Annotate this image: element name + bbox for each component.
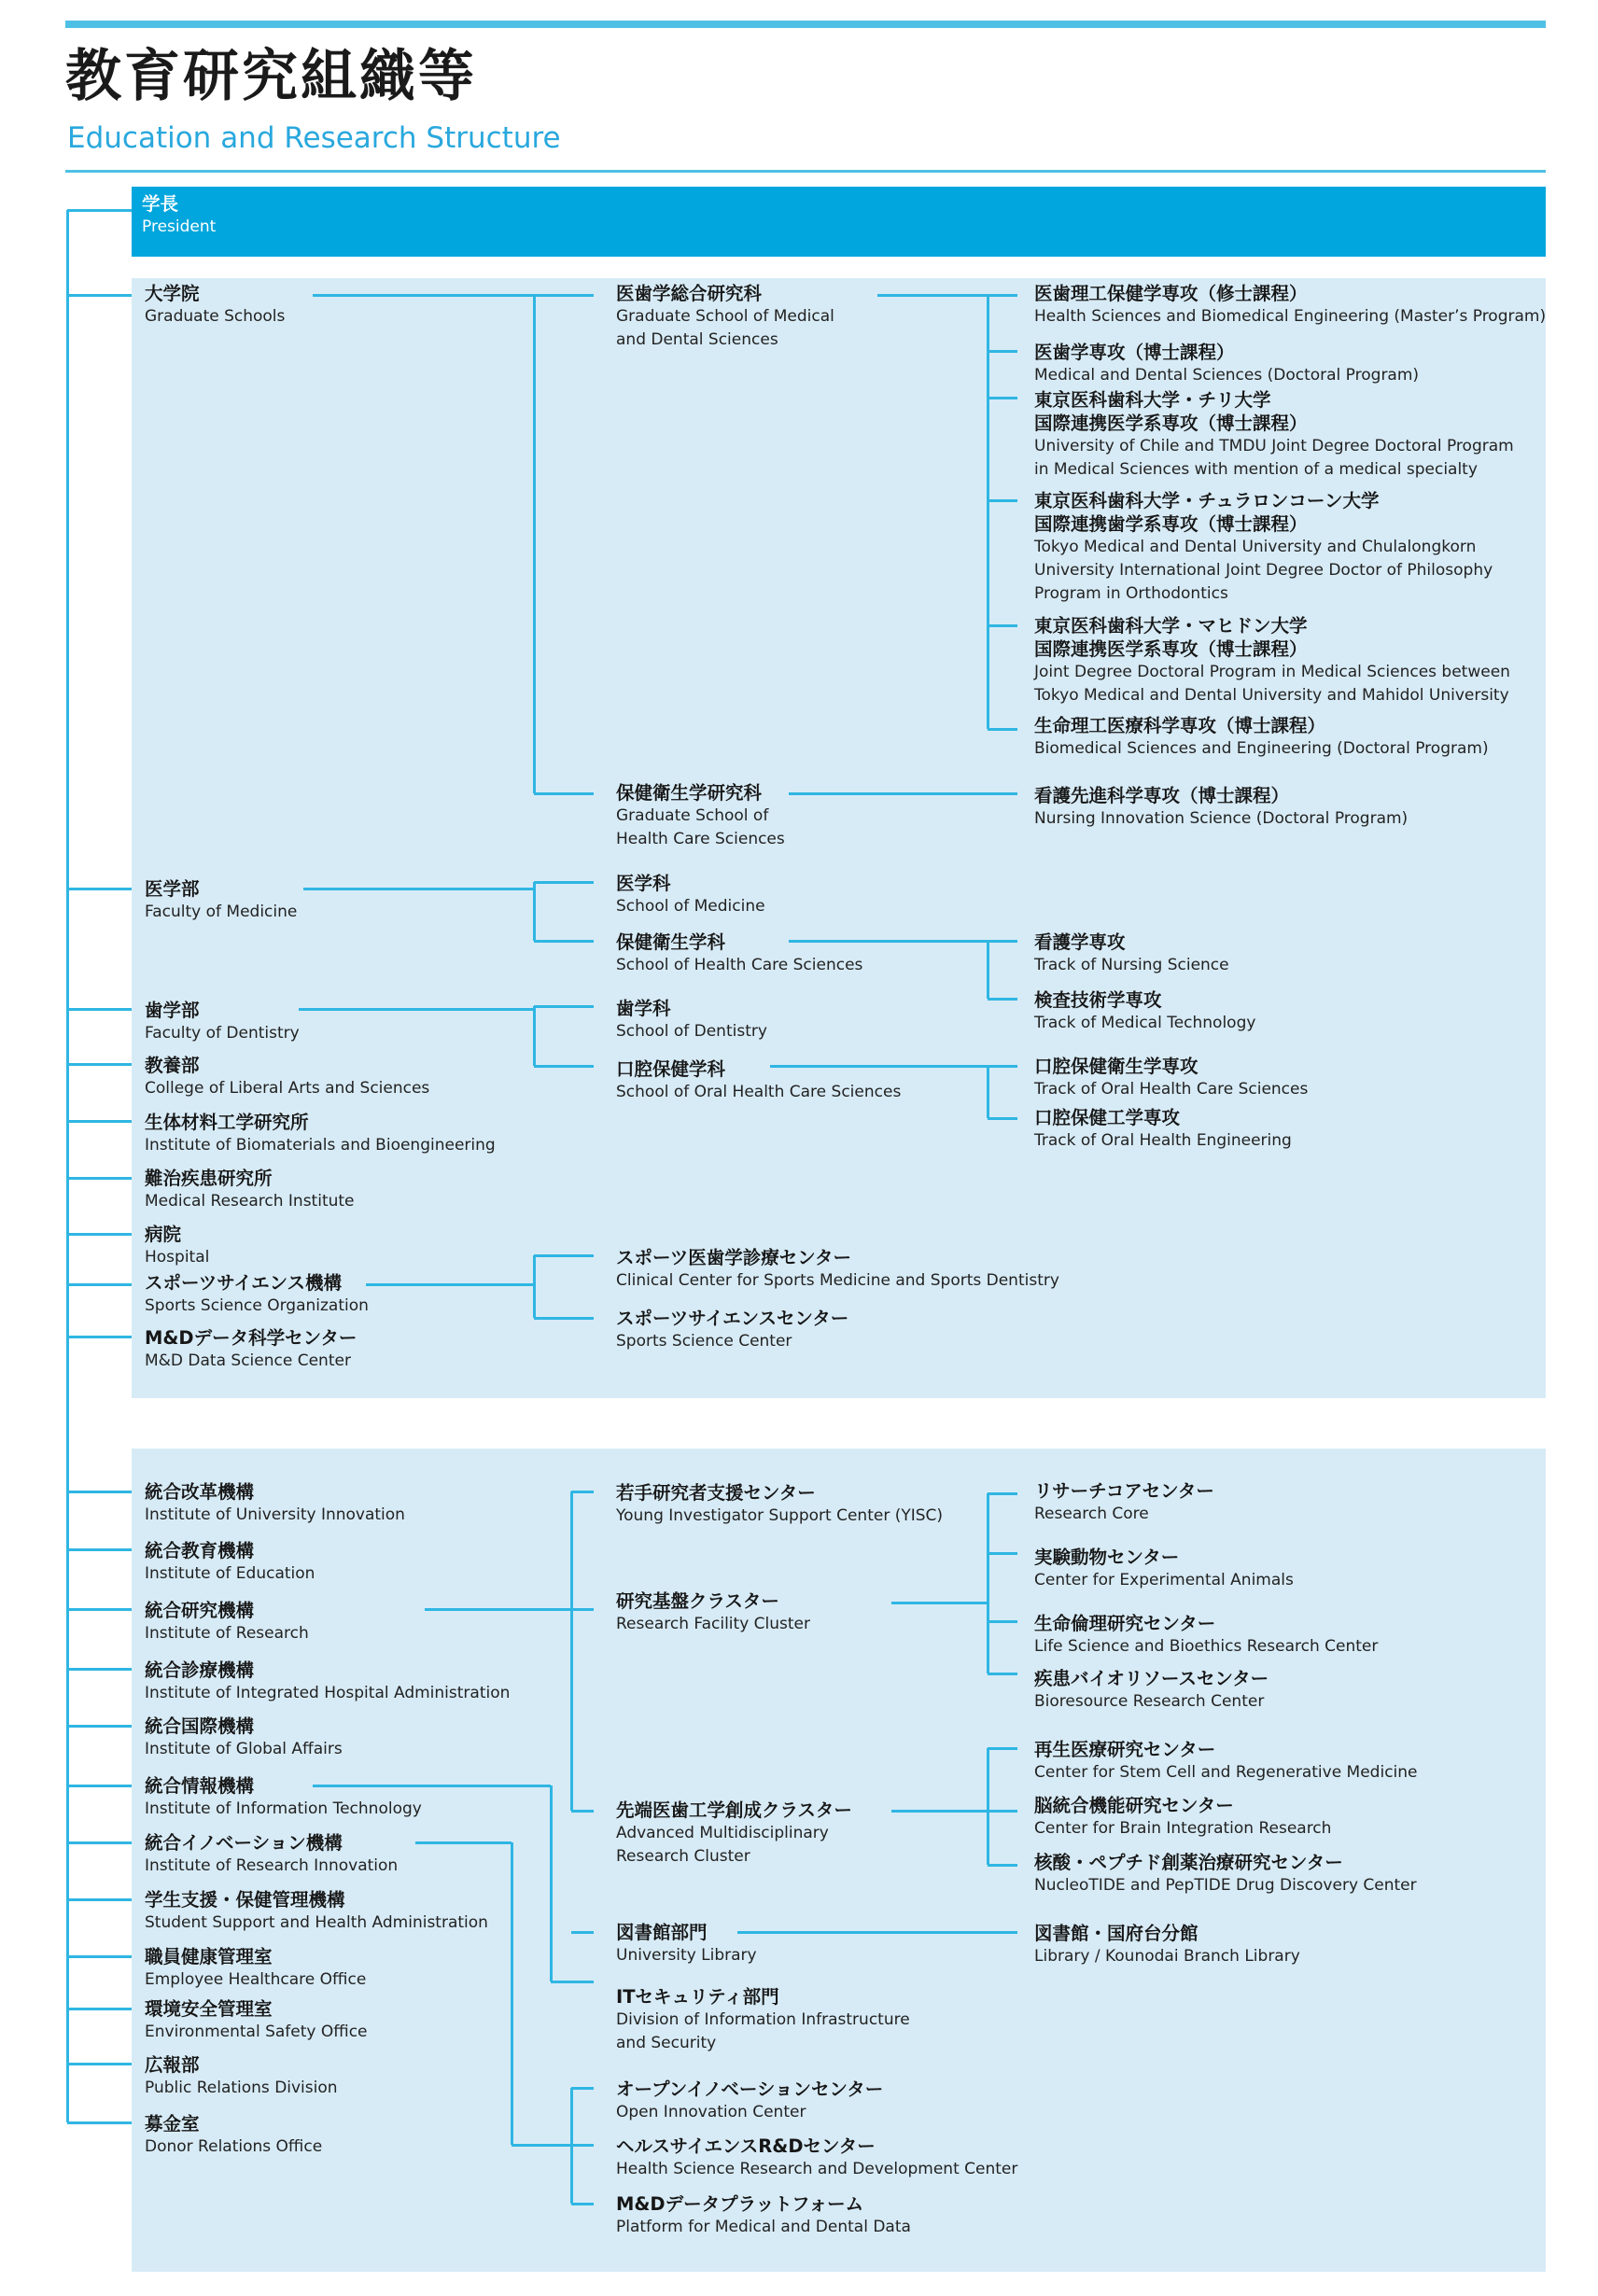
unit-left-14 (145, 1774, 422, 1821)
unit-mid-0-en-1: and Dental Sciences (616, 330, 778, 349)
unit-left-8-ja: M&Dデータ科学センター (145, 1327, 357, 1349)
unit-right-0-en: Health Sciences and Biomedical Engineering (Master’s Program) (1034, 307, 1547, 326)
unit-mid-15 (616, 2192, 911, 2239)
unit-left-19-ja: 広報部 (145, 2054, 200, 2076)
unit-left-13-en: Institute of Global Affairs (145, 1740, 343, 1758)
unit-left-12-ja: 統合診療機構 (145, 1659, 255, 1681)
unit-right-13 (1034, 1612, 1378, 1659)
unit-mid-1-en: Graduate School of (616, 806, 769, 825)
unit-mid-3-en: School of Health Care Sciences (616, 956, 863, 974)
unit-right-6-en: Nursing Innovation Science (Doctoral Program) (1034, 809, 1409, 828)
unit-right-5-ja: 生命理工医療科学専攻（博士課程） (1034, 715, 1326, 736)
unit-left-16-ja: 学生支援・保健管理機構 (145, 1889, 345, 1911)
unit-right-0-ja: 医歯理工保健学専攻（修士課程） (1034, 283, 1308, 304)
unit-right-0 (1034, 282, 1546, 329)
unit-right-8-ja: 検査技術学専攻 (1034, 989, 1162, 1011)
unit-right-16-ja: 脳統合機能研究センター (1034, 1795, 1234, 1816)
unit-right-3-en: Tokyo Medical and Dental University and Chulalongkorn (1034, 538, 1477, 556)
unit-left-1-ja: 医学部 (145, 878, 200, 900)
unit-mid-12 (616, 1985, 910, 2055)
unit-right-11-en: Research Core (1034, 1505, 1149, 1523)
unit-mid-11-ja: 図書館部門 (616, 1922, 708, 1943)
unit-right-17-ja: 核酸・ペプチド創薬治療研究センター (1034, 1852, 1343, 1873)
unit-mid-7-ja: スポーツサイエンスセンター (616, 1308, 849, 1329)
unit-left-3 (145, 1054, 429, 1100)
unit-mid-6-en: Clinical Center for Sports Medicine and Sports Dentistry (616, 1271, 1059, 1290)
unit-right-14 (1034, 1667, 1269, 1714)
unit-left-0 (145, 282, 285, 329)
unit-left-18 (145, 1997, 368, 2044)
unit-mid-9 (616, 1589, 810, 1636)
unit-right-4 (1034, 614, 1510, 707)
unit-right-10-ja: 口腔保健工学専攻 (1034, 1107, 1181, 1128)
unit-mid-5-en: School of Oral Health Care Sciences (616, 1083, 902, 1101)
unit-left-9-ja: 統合改革機構 (145, 1481, 255, 1503)
unit-mid-0-ja: 医歯学総合研究科 (616, 283, 763, 304)
unit-mid-12-ja: ITセキュリティ部門 (616, 1986, 779, 2008)
unit-mid-11-en: University Library (616, 1946, 757, 1965)
unit-mid-4-ja: 歯学科 (616, 998, 671, 1019)
unit-mid-1-ja: 保健衛生学研究科 (616, 782, 763, 804)
unit-left-17-ja: 職員健康管理室 (145, 1946, 273, 1967)
unit-left-18-en: Environmental Safety Office (145, 2023, 368, 2041)
unit-right-8-en: Track of Medical Technology (1034, 1014, 1256, 1032)
unit-mid-7-en: Sports Science Center (616, 1332, 792, 1351)
unit-left-12-en: Institute of Integrated Hospital Administration (145, 1684, 511, 1702)
unit-right-15-en: Center for Stem Cell and Regenerative Medicine (1034, 1763, 1418, 1782)
unit-right-4-en: Joint Degree Doctoral Program in Medical Sciences between (1034, 663, 1510, 681)
unit-mid-6-ja: スポーツ医歯学診療センター (616, 1247, 851, 1268)
unit-mid-10 (616, 1799, 852, 1869)
unit-right-7 (1034, 931, 1229, 977)
page-subtitle: Education and Research Structure (67, 121, 561, 155)
unit-mid-13-en: Open Innovation Center (616, 2103, 806, 2121)
unit-right-8 (1034, 988, 1255, 1035)
unit-left-15 (145, 1831, 398, 1878)
unit-left-10-ja: 統合教育機構 (145, 1540, 255, 1561)
unit-right-15 (1034, 1738, 1418, 1785)
unit-mid-4 (616, 997, 767, 1043)
unit-right-2-en: University of Chile and TMDU Joint Degree Doctoral Program (1034, 437, 1514, 455)
unit-left-3-ja: 教養部 (145, 1055, 200, 1076)
unit-right-9-en: Track of Oral Health Care Sciences (1034, 1080, 1309, 1099)
unit-mid-10-ja: 先端医歯工学創成クラスター (616, 1799, 852, 1821)
unit-right-10 (1034, 1106, 1292, 1153)
unit-mid-15-ja: M&Dデータプラットフォーム (616, 2193, 864, 2215)
unit-left-15-ja: 統合イノベーション機構 (145, 1832, 343, 1854)
unit-left-7-en: Sports Science Organization (145, 1296, 369, 1315)
unit-left-10-en: Institute of Education (145, 1564, 315, 1583)
unit-left-10 (145, 1539, 315, 1586)
unit-mid-14-en: Health Science Research and Development Center (616, 2160, 1018, 2178)
unit-left-17-en: Employee Healthcare Office (145, 1970, 367, 1989)
unit-left-15-en: Institute of Research Innovation (145, 1856, 399, 1875)
unit-mid-3 (616, 931, 862, 977)
unit-left-9-en: Institute of University Innovation (145, 1505, 405, 1524)
unit-left-18-ja: 環境安全管理室 (145, 1998, 273, 2020)
unit-right-6-ja: 看護先進科学専攻（博士課程） (1034, 785, 1290, 806)
unit-mid-11 (616, 1921, 757, 1967)
unit-left-5-en: Medical Research Institute (145, 1192, 355, 1211)
unit-right-18 (1034, 1922, 1300, 1968)
unit-mid-2-en: School of Medicine (616, 897, 765, 916)
unit-left-16-en: Student Support and Health Administration (145, 1913, 488, 1932)
unit-right-3-ja: 東京医科歯科大学・チュラロンコーン大学 (1034, 490, 1380, 511)
unit-left-20-ja: 募金室 (145, 2113, 200, 2135)
unit-left-17 (145, 1945, 366, 1992)
unit-mid-0 (616, 282, 834, 352)
unit-mid-7 (616, 1307, 848, 1353)
unit-right-2 (1034, 388, 1514, 482)
unit-left-0-ja: 大学院 (145, 283, 200, 304)
unit-mid-8 (616, 1481, 943, 1528)
unit-left-19 (145, 2053, 338, 2100)
unit-right-9 (1034, 1055, 1308, 1101)
unit-right-13-ja: 生命倫理研究センター (1034, 1613, 1216, 1634)
unit-mid-10-en: Advanced Multidisciplinary (616, 1824, 829, 1842)
unit-right-9-ja: 口腔保健衛生学専攻 (1034, 1056, 1198, 1077)
unit-left-11-ja: 統合研究機構 (145, 1600, 255, 1621)
unit-left-6-en: Hospital (145, 1248, 210, 1267)
unit-left-0-en: Graduate Schools (145, 307, 286, 326)
unit-left-20 (145, 2112, 322, 2159)
unit-right-7-ja: 看護学専攻 (1034, 931, 1126, 953)
unit-mid-14 (616, 2135, 1017, 2181)
president-label-ja: 学長 (142, 193, 179, 215)
unit-right-2-ja-1: 国際連携医学系専攻（博士課程） (1034, 413, 1308, 434)
unit-mid-14-ja: ヘルスサイエンスR&Dセンター (616, 2135, 876, 2157)
unit-right-3-ja-1: 国際連携歯学系専攻（博士課程） (1034, 513, 1308, 535)
unit-right-1-en: Medical and Dental Sciences (Doctoral Program) (1034, 366, 1420, 385)
unit-mid-10-en-1: Research Cluster (616, 1847, 750, 1866)
unit-mid-1 (616, 781, 785, 851)
unit-right-11 (1034, 1479, 1214, 1526)
unit-right-16-en: Center for Brain Integration Research (1034, 1819, 1332, 1838)
unit-left-5 (145, 1167, 355, 1213)
unit-right-12-en: Center for Experimental Animals (1034, 1571, 1294, 1589)
unit-left-5-ja: 難治疾患研究所 (145, 1168, 273, 1189)
unit-right-2-en-1: in Medical Sciences with mention of a medical specialty (1034, 460, 1478, 479)
unit-left-8-en: M&D Data Science Center (145, 1351, 351, 1370)
unit-left-14-en: Institute of Information Technology (145, 1799, 422, 1818)
unit-right-12 (1034, 1546, 1294, 1592)
unit-right-14-en: Bioresource Research Center (1034, 1692, 1265, 1711)
unit-right-3-en-1: University International Joint Degree Doctor of Philosophy (1034, 561, 1493, 580)
unit-left-16 (145, 1888, 488, 1935)
unit-right-13-en: Life Science and Bioethics Research Center (1034, 1637, 1379, 1656)
unit-mid-9-en: Research Facility Cluster (616, 1615, 811, 1633)
unit-right-14-ja: 疾患バイオリソースセンター (1034, 1668, 1269, 1689)
unit-right-7-en: Track of Nursing Science (1034, 956, 1229, 974)
unit-mid-3-ja: 保健衛生学科 (616, 931, 726, 953)
unit-right-4-ja-1: 国際連携医学系専攻（博士課程） (1034, 638, 1308, 660)
unit-right-4-en-1: Tokyo Medical and Dental University and Mahidol University (1034, 686, 1509, 705)
unit-right-1 (1034, 341, 1419, 387)
unit-left-7 (145, 1271, 369, 1318)
unit-left-1-en: Faculty of Medicine (145, 903, 298, 921)
unit-right-10-en: Track of Oral Health Engineering (1034, 1131, 1292, 1150)
unit-mid-8-en: Young Investigator Support Center (YISC) (616, 1506, 944, 1525)
president-label-en: President (142, 217, 217, 236)
unit-left-11 (145, 1599, 309, 1645)
unit-right-11-ja: リサーチコアセンター (1034, 1480, 1214, 1502)
unit-mid-5 (616, 1057, 901, 1104)
unit-left-6 (145, 1223, 209, 1269)
unit-right-15-ja: 再生医療研究センター (1034, 1739, 1216, 1760)
unit-right-6 (1034, 784, 1408, 831)
unit-mid-12-en: Division of Information Infrastructure (616, 2010, 910, 2029)
unit-left-13 (145, 1715, 343, 1761)
page-title: 教育研究組織等 (65, 44, 477, 109)
unit-right-5-en: Biomedical Sciences and Engineering (Doctoral Program) (1034, 739, 1489, 758)
unit-left-1 (145, 877, 297, 924)
unit-left-12 (145, 1659, 510, 1705)
unit-left-20-en: Donor Relations Office (145, 2137, 323, 2156)
unit-left-13-ja: 統合国際機構 (145, 1715, 255, 1737)
unit-mid-4-en: School of Dentistry (616, 1022, 767, 1041)
unit-right-1-ja: 医歯学専攻（博士課程） (1034, 342, 1235, 363)
unit-left-2-en: Faculty of Dentistry (145, 1024, 300, 1043)
unit-right-5 (1034, 714, 1489, 761)
unit-mid-15-en: Platform for Medical and Dental Data (616, 2218, 911, 2236)
unit-left-2-ja: 歯学部 (145, 1000, 200, 1021)
unit-mid-2 (616, 872, 765, 918)
unit-right-18-ja: 図書館・国府台分館 (1034, 1923, 1198, 1944)
unit-left-19-en: Public Relations Division (145, 2079, 338, 2097)
unit-left-11-en: Institute of Research (145, 1624, 309, 1643)
unit-left-3-en: College of Liberal Arts and Sciences (145, 1079, 430, 1098)
unit-mid-9-ja: 研究基盤クラスター (616, 1590, 779, 1612)
president-label (142, 192, 216, 239)
unit-left-2 (145, 999, 300, 1045)
unit-right-3 (1034, 489, 1493, 606)
unit-right-17 (1034, 1851, 1417, 1897)
unit-right-16 (1034, 1794, 1331, 1841)
unit-mid-13 (616, 2078, 883, 2124)
unit-left-4-en: Institute of Biomaterials and Bioengineering (145, 1136, 496, 1155)
unit-left-8 (145, 1326, 357, 1373)
unit-left-4 (145, 1111, 496, 1157)
unit-mid-0-en: Graduate School of Medical (616, 307, 834, 326)
unit-mid-8-ja: 若手研究者支援センター (616, 1482, 816, 1504)
unit-mid-13-ja: オープンイノベーションセンター (616, 2079, 884, 2100)
unit-left-14-ja: 統合情報機構 (145, 1775, 255, 1797)
unit-right-3-en-2: Program in Orthodontics (1034, 584, 1228, 603)
unit-left-6-ja: 病院 (145, 1224, 182, 1245)
unit-mid-5-ja: 口腔保健学科 (616, 1058, 726, 1080)
unit-left-7-ja: スポーツサイエンス機構 (145, 1272, 342, 1294)
unit-right-18-en: Library / Kounodai Branch Library (1034, 1947, 1300, 1966)
unit-right-12-ja: 実験動物センター (1034, 1547, 1180, 1568)
unit-mid-2-ja: 医学科 (616, 873, 671, 894)
unit-left-4-ja: 生体材料工学研究所 (145, 1112, 309, 1133)
unit-mid-12-en-1: and Security (616, 2034, 717, 2052)
unit-mid-6 (616, 1246, 1059, 1293)
unit-right-4-ja: 東京医科歯科大学・マヒドン大学 (1034, 615, 1308, 637)
unit-right-2-ja: 東京医科歯科大学・チリ大学 (1034, 389, 1271, 411)
unit-mid-1-en-1: Health Care Sciences (616, 830, 785, 848)
unit-left-9 (145, 1480, 405, 1527)
unit-right-17-en: NucleoTIDE and PepTIDE Drug Discovery Center (1034, 1876, 1417, 1895)
